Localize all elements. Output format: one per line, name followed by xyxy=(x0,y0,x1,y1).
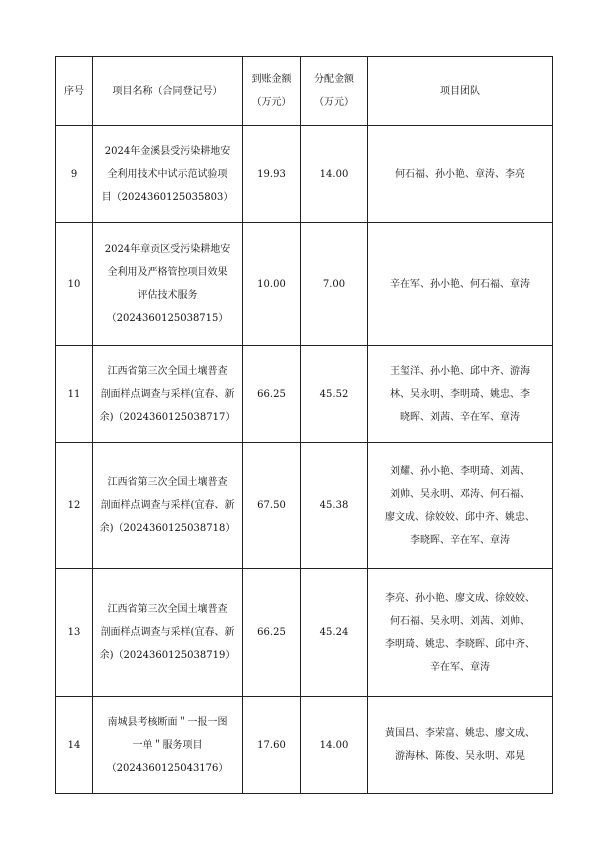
name-line: 目（2024360125035803） xyxy=(101,191,234,203)
header-team: 项目团队 xyxy=(368,57,553,126)
team-line: 游海林、陈俊、吴永明、邓晃 xyxy=(395,751,525,762)
row-amount: 17.60 xyxy=(243,697,301,794)
table-header-row xyxy=(56,57,553,126)
table-row xyxy=(56,569,553,697)
team-line: 李亮、孙小艳、廖文成、徐姣姣、 xyxy=(385,592,535,604)
row-team xyxy=(368,697,553,794)
row-amount: 19.93 xyxy=(243,126,301,223)
header-alloc-line2: （万元） xyxy=(314,97,354,108)
row-amount: 66.25 xyxy=(243,346,301,443)
header-alloc-line1: 分配金额 xyxy=(314,74,354,85)
table-row xyxy=(56,346,553,443)
header-index: 序号 xyxy=(56,57,93,126)
team-line: 辛在军、孙小艳、何石福、章涛 xyxy=(390,278,530,290)
name-line: 江西省第三次全国土壤普查 xyxy=(107,365,228,377)
row-allocated: 45.24 xyxy=(301,569,368,697)
row-amount: 66.25 xyxy=(243,569,301,697)
team-line: 何石福、吴永明、刘茜、刘帅、 xyxy=(390,615,530,627)
row-project-name xyxy=(93,569,243,697)
team-line: 刘帅、吴永明、邓涛、何石福、 xyxy=(390,488,530,500)
row-allocated: 7.00 xyxy=(301,223,368,346)
row-allocated: 45.52 xyxy=(301,346,368,443)
team-line: 王玺洋、孙小艳、邱中齐、游海 xyxy=(390,365,530,377)
team-line: 黄国昌、李荣富、姚忠、廖文成、 xyxy=(385,728,535,739)
row-index: 10 xyxy=(56,223,93,346)
row-amount: 10.00 xyxy=(243,223,301,346)
name-line: 评估技术服务 xyxy=(137,290,198,301)
header-project-name: 项目名称（合同登记号） xyxy=(93,57,243,126)
name-line: 余)（2024360125038718） xyxy=(99,523,236,534)
header-allocated xyxy=(301,57,368,126)
team-line: 辛在军、章涛 xyxy=(430,661,490,673)
name-line: （2024360125043176） xyxy=(106,762,229,774)
name-line: 2024年章贡区受污染耕地安 xyxy=(104,244,231,255)
name-line: 江西省第三次全国土壤普查 xyxy=(107,604,228,615)
name-line: 余)（2024360125038717） xyxy=(99,411,236,423)
name-line: 剖面样点调查与采样(宜春、新 xyxy=(100,627,235,638)
row-project-name xyxy=(93,443,243,569)
name-line: 南城县考核断面＂一报一图 xyxy=(107,716,228,728)
name-line: 江西省第三次全国土壤普查 xyxy=(107,477,228,488)
name-line: （2024360125038715） xyxy=(106,313,229,324)
team-line: 刘耀、孙小艳、李明琦、刘茜、 xyxy=(390,465,530,477)
name-line: 2024年金溪县受污染耕地安 xyxy=(104,145,231,157)
name-line: 剖面样点调查与采样(宜春、新 xyxy=(100,388,235,400)
table-row xyxy=(56,443,553,569)
row-index: 13 xyxy=(56,569,93,697)
name-line: 一单＂服务项目 xyxy=(132,739,203,751)
row-team xyxy=(368,569,553,697)
row-allocated: 45.38 xyxy=(301,443,368,569)
name-line: 全利用技术中试示范试验项 xyxy=(107,168,228,180)
row-project-name xyxy=(93,346,243,443)
row-project-name xyxy=(93,697,243,794)
row-index: 9 xyxy=(56,126,93,223)
row-index: 11 xyxy=(56,346,93,443)
row-allocated: 14.00 xyxy=(301,126,368,223)
table-row xyxy=(56,697,553,794)
team-line: 晓晖、刘茜、辛在军、章涛 xyxy=(400,411,520,423)
header-amount-line2: （万元） xyxy=(251,97,292,108)
row-team xyxy=(368,223,553,346)
row-project-name xyxy=(93,126,243,223)
row-team xyxy=(368,443,553,569)
header-amount-line1: 到账金额 xyxy=(251,74,292,85)
table-row xyxy=(56,126,553,223)
project-table xyxy=(55,56,553,794)
team-line: 李晓晖、辛在军、章涛 xyxy=(410,534,510,546)
team-line: 廖文成、徐姣姣、邱中齐、姚忠、 xyxy=(385,511,535,523)
row-amount: 67.50 xyxy=(243,443,301,569)
team-line: 何石福、孙小艳、章涛、李亮 xyxy=(395,168,525,180)
name-line: 全利用及严格管控项目效果 xyxy=(107,267,228,278)
row-project-name xyxy=(93,223,243,346)
row-index: 14 xyxy=(56,697,93,794)
team-line: 林、吴永明、李明琦、姚忠、李 xyxy=(390,388,530,400)
row-team xyxy=(368,126,553,223)
table-row xyxy=(56,223,553,346)
name-line: 剖面样点调查与采样(宜春、新 xyxy=(100,500,235,511)
row-allocated: 14.00 xyxy=(301,697,368,794)
row-index: 12 xyxy=(56,443,93,569)
row-team xyxy=(368,346,553,443)
team-line: 李明琦、姚忠、李晓晖、邱中齐、 xyxy=(385,638,535,650)
name-line: 余)（2024360125038719） xyxy=(99,650,236,661)
header-amount xyxy=(243,57,301,126)
